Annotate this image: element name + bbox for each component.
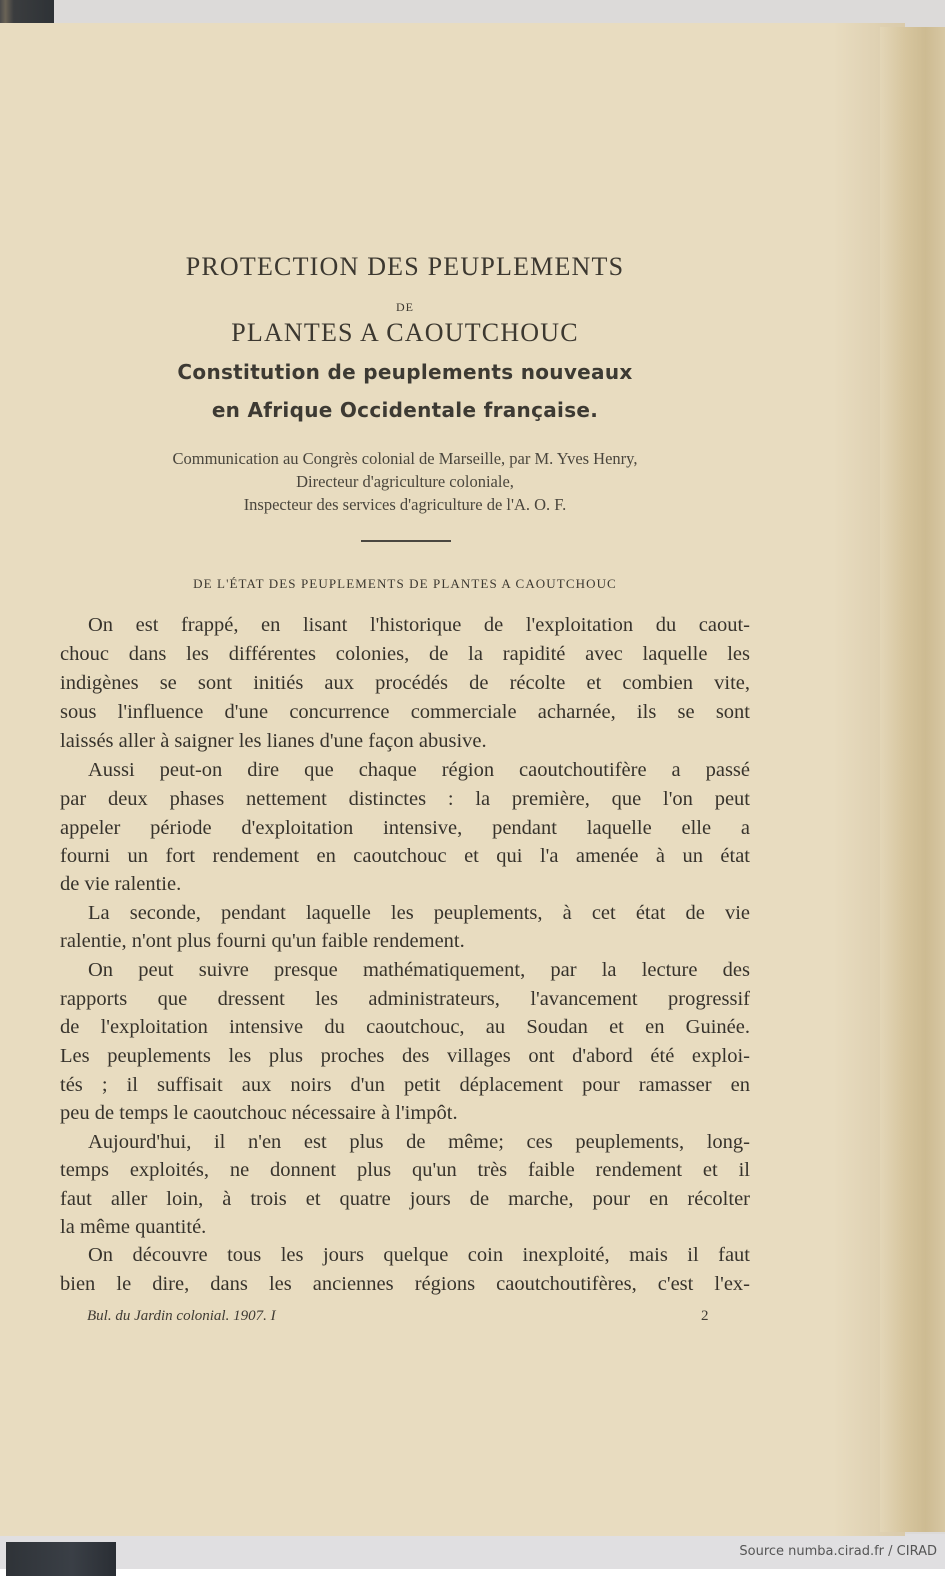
byline-director: Directeur d'agriculture coloniale, [296,472,514,491]
body-line: indigènes se sont initiés aux procédés de récolte et combien vite, [60,672,750,694]
body-line: faut aller loin, à trois et quatre jours de marche, pour en récolter [60,1188,750,1210]
article-title-line-2: PLANTES A CAOUTCHOUC [231,318,579,347]
body-line: temps exploités, ne donnent plus qu'un très faible rendement et il [60,1159,750,1181]
body-line: chouc dans les différentes colonies, de la rapidité avec laquelle les [60,643,750,665]
body-line: fourni un fort rendement en caoutchouc et qui l'a amenée à un état [60,845,750,867]
article-subtitle-line-1: Constitution de peuplements nouveaux [177,360,633,384]
body-line: ralentie, n'ont plus fourni qu'un faible rendement. [60,930,465,952]
byline-inspector: Inspecteur des services d'agriculture de l'A. O. F. [243,495,567,514]
section-divider [361,540,451,542]
body-line: tés ; il suffisait aux noirs d'un petit déplacement pour ramasser en [60,1074,750,1096]
body-line: par deux phases nettement distinctes : la première, que l'on peut [60,788,750,810]
body-line: Aujourd'hui, il n'en est plus de même; ces peuplements, long- [88,1131,750,1153]
body-line: de l'exploitation intensive du caoutchouc, au Soudan et en Guinée. [60,1016,750,1038]
body-line: Aussi peut-on dire que chaque région caoutchoutifère a passé [88,759,750,781]
body-line: bien le dire, dans les anciennes régions caoutchoutifères, c'est l'ex- [60,1273,750,1295]
body-line: la même quantité. [60,1216,207,1238]
article-title-line-1: PROTECTION DES PEUPLEMENTS [185,252,625,281]
body-line: La seconde, pendant laquelle les peuplements, à cet état de vie [88,902,750,924]
body-line: rapports que dressent les administrateurs, l'avancement progressif [60,988,750,1010]
article-title-connector: DE [396,300,414,314]
section-heading: DE L'ÉTAT DES PEUPLEMENTS DE PLANTES A CAOUTCHOUC [193,576,617,591]
source-credit: Source numba.cirad.fr / CIRAD [739,1544,937,1559]
article-subtitle-line-2: en Afrique Occidentale française. [211,398,599,422]
body-line: peu de temps le caoutchouc nécessaire à l'impôt. [60,1102,458,1124]
body-line: sous l'influence d'une concurrence commerciale acharnée, ils se sont [60,701,750,723]
page-number: 2 [701,1308,709,1324]
body-line: On peut suivre presque mathématiquement, par la lecture des [88,959,750,981]
body-line: On est frappé, en lisant l'historique de l'exploitation du caout- [88,614,750,636]
body-line: de vie ralentie. [60,873,182,895]
body-line: laissés aller à saigner les lianes d'une façon abusive. [60,730,487,752]
footer-citation: Bul. du Jardin colonial. 1907. I [87,1308,276,1324]
body-line: appeler période d'exploitation intensive, pendant laquelle elle a [60,817,750,839]
byline-communication: Communication au Congrès colonial de Marseille, par M. Yves Henry, [172,449,638,468]
body-line: Les peuplements les plus proches des villages ont d'abord été exploi- [60,1045,750,1067]
body-line: On découvre tous les jours quelque coin inexploité, mais il faut [88,1244,750,1266]
